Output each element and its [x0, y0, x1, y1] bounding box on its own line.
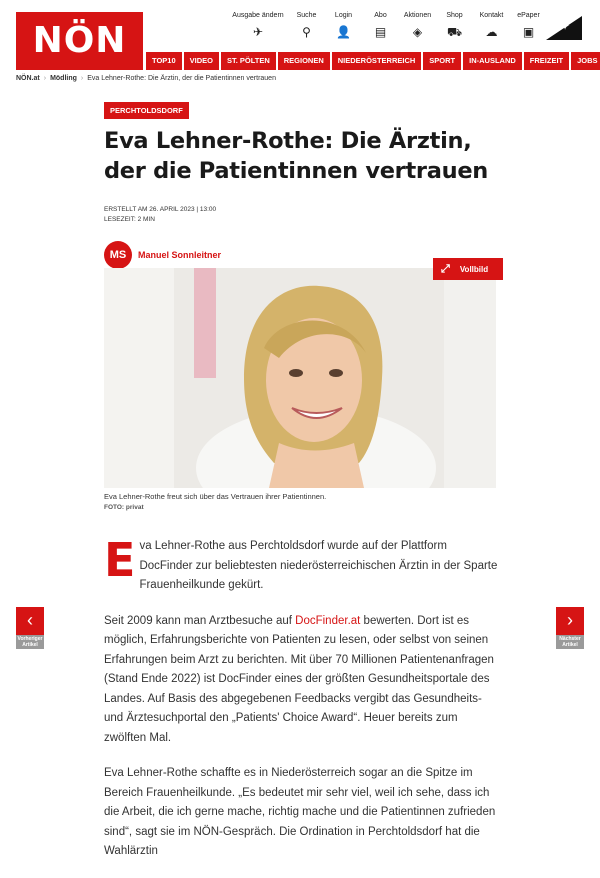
paragraph-lead: Eva Lehner-Rothe aus Perchtoldsdorf wurde auf der Plattform DocFinder zur beliebtesten niederösterreichischen Ärztin in der Sparte Frauenheilkunde gekürt.	[104, 533, 498, 591]
main-nav	[146, 52, 600, 70]
nav-top10[interactable]: TOP10	[146, 52, 182, 70]
photo-caption: Eva Lehner-Rothe freut sich über das Vertrauen ihrer Patientinnen.	[104, 492, 327, 501]
dropcap: E	[104, 533, 136, 587]
reading-time: LESEZEIT: 2 MIN	[104, 216, 155, 223]
user-icon: 👤	[336, 25, 351, 39]
nav-freizeit[interactable]: FREIZEIT	[524, 52, 569, 70]
map-icon: ✈	[252, 25, 264, 39]
article-photo[interactable]	[104, 268, 496, 488]
previous-article-label: Vorheriger Artikel	[17, 636, 43, 648]
breadcrumb-current: Eva Lehner-Rothe: Die Ärztin, der die Patientinnen vertrauen	[87, 75, 276, 82]
fullscreen-button[interactable]	[433, 258, 503, 280]
previous-article-button[interactable]	[16, 607, 44, 649]
newspaper-icon: ▤	[374, 25, 387, 39]
docfinder-link[interactable]: DocFinder.at	[295, 614, 361, 627]
nav-video[interactable]: VIDEO	[184, 52, 219, 70]
article-body	[104, 533, 498, 878]
search-link[interactable]: Suche ⚲	[288, 12, 325, 40]
breadcrumb-section[interactable]: Mödling	[50, 75, 77, 82]
epaper-icon: ▣	[522, 25, 535, 39]
nav-st-poelten[interactable]: ST. PÖLTEN	[221, 52, 276, 70]
abo-link[interactable]: Abo ▤	[362, 12, 399, 40]
nav-jobs[interactable]: JOBS	[571, 52, 600, 70]
shop-link[interactable]: Shop ⛟	[436, 12, 473, 40]
search-icon: ⚲	[302, 25, 311, 39]
nav-in-ausland[interactable]: IN-AUSLAND	[463, 52, 522, 70]
paragraph: Seit 2009 kann man Arztbesuche auf DocFinder.at bewerten. Dort ist es möglich, Erfahrungsberichte von Patienten zu lesen, oder selbst von seinen Erfahrungen beim Arzt zu berichten. Mit über 70 Millionen Patientenanfragen (Stand Ende 2022) ist DocFinder eines der größten Gesundheitsportale des Landes. Auf Basis des abgegebenen Feedbacks vergibt das Gesundheits- und Ärztesuchportal den „Patients' Choice Award“. Heuer bereits zum zwölften Mal.	[104, 614, 494, 744]
chevron-right-icon: ›	[556, 607, 584, 635]
nav-sport[interactable]: SPORT	[423, 52, 461, 70]
fullscreen-label: Vollbild	[459, 264, 489, 274]
site-header	[0, 0, 600, 75]
portrait-image	[104, 268, 496, 488]
chevron-left-icon: ‹	[16, 607, 44, 635]
chevron-right-icon: ›	[43, 75, 47, 82]
aktionen-link[interactable]: Aktionen ◈	[399, 12, 436, 40]
runner-icon: ✦	[560, 19, 571, 33]
article-title: Eva Lehner-Rothe: Die Ärztin, der die Patientinnen vertrauen	[104, 128, 488, 184]
cart-icon: ⛟	[446, 25, 463, 39]
edition-link[interactable]: Ausgabe ändern ✈	[228, 12, 288, 40]
breadcrumb-home[interactable]: NÖN.at	[16, 75, 40, 82]
avatar: MS	[104, 241, 132, 269]
chevron-right-icon: ›	[80, 75, 84, 82]
photo-credit: FOTO: privat	[104, 504, 144, 511]
created-date: ERSTELLT AM 26. APRIL 2023 | 13:00	[104, 206, 217, 213]
breadcrumb	[16, 75, 276, 82]
chat-icon: ☁	[485, 25, 498, 39]
kontakt-link[interactable]: Kontakt ☁	[473, 12, 510, 40]
tag-icon: ◈	[412, 25, 423, 39]
category-badge[interactable]: PERCHTOLDSDORF	[104, 102, 189, 119]
next-article-button[interactable]	[556, 607, 584, 649]
author-name[interactable]: Manuel Sonnleitner	[138, 250, 222, 260]
expand-icon: ⤢	[441, 262, 450, 275]
article-header	[104, 100, 498, 269]
top-links	[228, 12, 547, 40]
noen-logo[interactable]: NÖN	[16, 12, 143, 70]
article-meta	[104, 205, 498, 225]
next-article-label: Nächster Artikel	[556, 635, 584, 649]
nav-niederoesterreich[interactable]: NIEDERÖSTERREICH	[332, 52, 422, 70]
paragraph: Eva Lehner-Rothe schaffte es in Niederösterreich sogar an die Spitze im Bereich Frauenheilkunde. „Es bedeutet mir sehr viel, weil ich sehe, dass ich die Arbeit, die ich gerne mache, richtig mache und die Patientinnen zufrieden sind“, sagt sie im NÖN-Gespräch. Die Ordination in Perchtoldsdorf hat die Wahlärztin	[104, 767, 496, 857]
epaper-link[interactable]: ePaper ▣	[510, 12, 547, 40]
login-link[interactable]: Login 👤	[325, 12, 362, 40]
nav-regionen[interactable]: REGIONEN	[278, 52, 330, 70]
